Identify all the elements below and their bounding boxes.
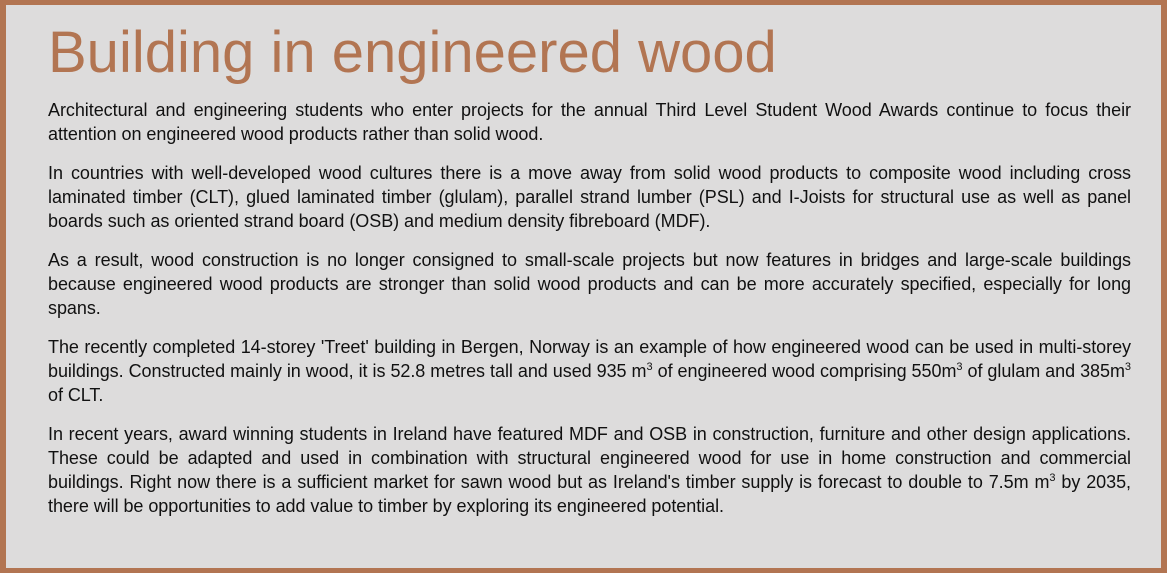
paragraph-4 xyxy=(48,335,1131,407)
superscript-cubed: 3 xyxy=(956,361,963,373)
article-title: Building in engineered wood xyxy=(48,20,777,85)
paragraph-4-text-4: of CLT. xyxy=(48,385,104,405)
paragraph-5-text-1: In recent years, award winning students in Ireland have featured MDF and OSB in construction, furniture and other design applications. These could be adapted and used in combination with structural engineered wood for use in home construction and commercial buildings. Right now there is a sufficient market for sawn wood but as Ireland's timber supply is forecast to double to 7.5m m xyxy=(48,424,1131,492)
paragraph-2: In countries with well-developed wood cultures there is a move away from solid wood products to composite wood including cross laminated timber (CLT), glued laminated timber (glulam), parallel strand lumber (PSL) and I-Joists for structural use as well as panel boards such as oriented strand board (OSB) and medium density fibreboard (MDF). xyxy=(48,163,1131,231)
paragraph-1: Architectural and engineering students who enter projects for the annual Third Level Student Wood Awards continue to focus their attention on engineered wood products rather than solid wood. xyxy=(48,100,1131,144)
paragraph-3: As a result, wood construction is no longer consigned to small-scale projects but now features in bridges and large-scale buildings because engineered wood products are stronger than solid wood products and can be more accurately specified, especially for long spans. xyxy=(48,250,1131,318)
paragraph-5-text-2: by 2035, there will be opportunities to add value to timber by exploring its engineered potential. xyxy=(48,472,1131,516)
superscript-cubed: 3 xyxy=(1124,361,1131,373)
article-panel xyxy=(6,5,1161,568)
paragraph-4-text-3: of glulam and 385m xyxy=(962,361,1125,381)
superscript-cubed: 3 xyxy=(1049,472,1056,484)
paragraph-5 xyxy=(48,422,1131,518)
paragraph-4-text-1: The recently completed 14-storey 'Treet' building in Bergen, Norway is an example of how engineered wood can be used in multi-storey buildings. Constructed mainly in wood, it is 52.8 metres tall and used 935 m xyxy=(48,337,1131,381)
paragraph-4-text-2: of engineered wood comprising 550m xyxy=(652,361,957,381)
superscript-cubed: 3 xyxy=(646,361,653,373)
